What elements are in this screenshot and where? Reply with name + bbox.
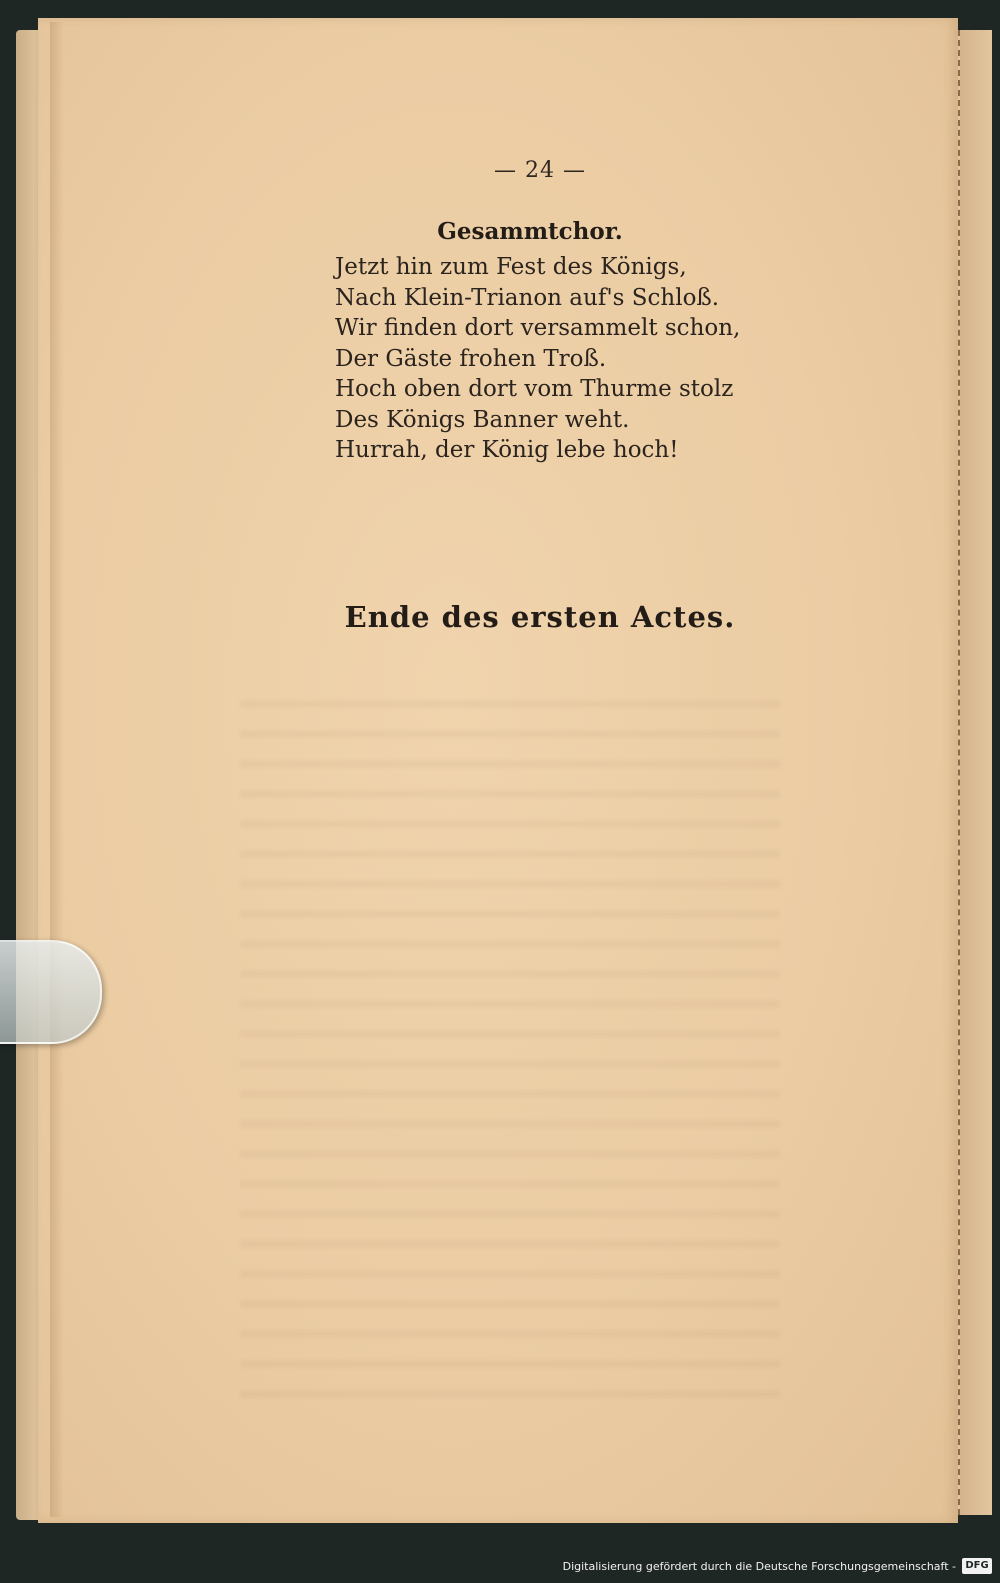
page-number: — 24 — xyxy=(494,158,586,183)
adjacent-page-edge xyxy=(958,30,992,1515)
digitization-credit: Digitalisierung gefördert durch die Deutsche Forschungsgemeinschaft - xyxy=(562,1560,956,1573)
verse-line: Der Gäste frohen Troß. xyxy=(335,345,607,372)
act-end-heading: Ende des ersten Actes. xyxy=(344,600,736,634)
verse-line: Jetzt hin zum Fest des Königs, xyxy=(335,254,687,280)
verse-line: Hoch oben dort vom Thurme stolz xyxy=(335,376,734,402)
chorus-heading: Gesammtchor. xyxy=(437,218,623,245)
show-through-text xyxy=(240,700,780,1400)
page-clip-icon xyxy=(0,940,102,1044)
verse-line: Nach Klein-Trianon auf's Schloß. xyxy=(335,284,720,311)
verse-list xyxy=(335,252,755,466)
verse-line: Des Königs Banner weht. xyxy=(335,406,630,433)
verse-line: Hurrah, der König lebe hoch! xyxy=(335,437,679,463)
verse-line: Wir finden dort versammelt schon, xyxy=(335,315,741,341)
page-gutter-shadow xyxy=(50,22,64,1517)
dfg-logo-icon: DFG xyxy=(962,1558,992,1574)
